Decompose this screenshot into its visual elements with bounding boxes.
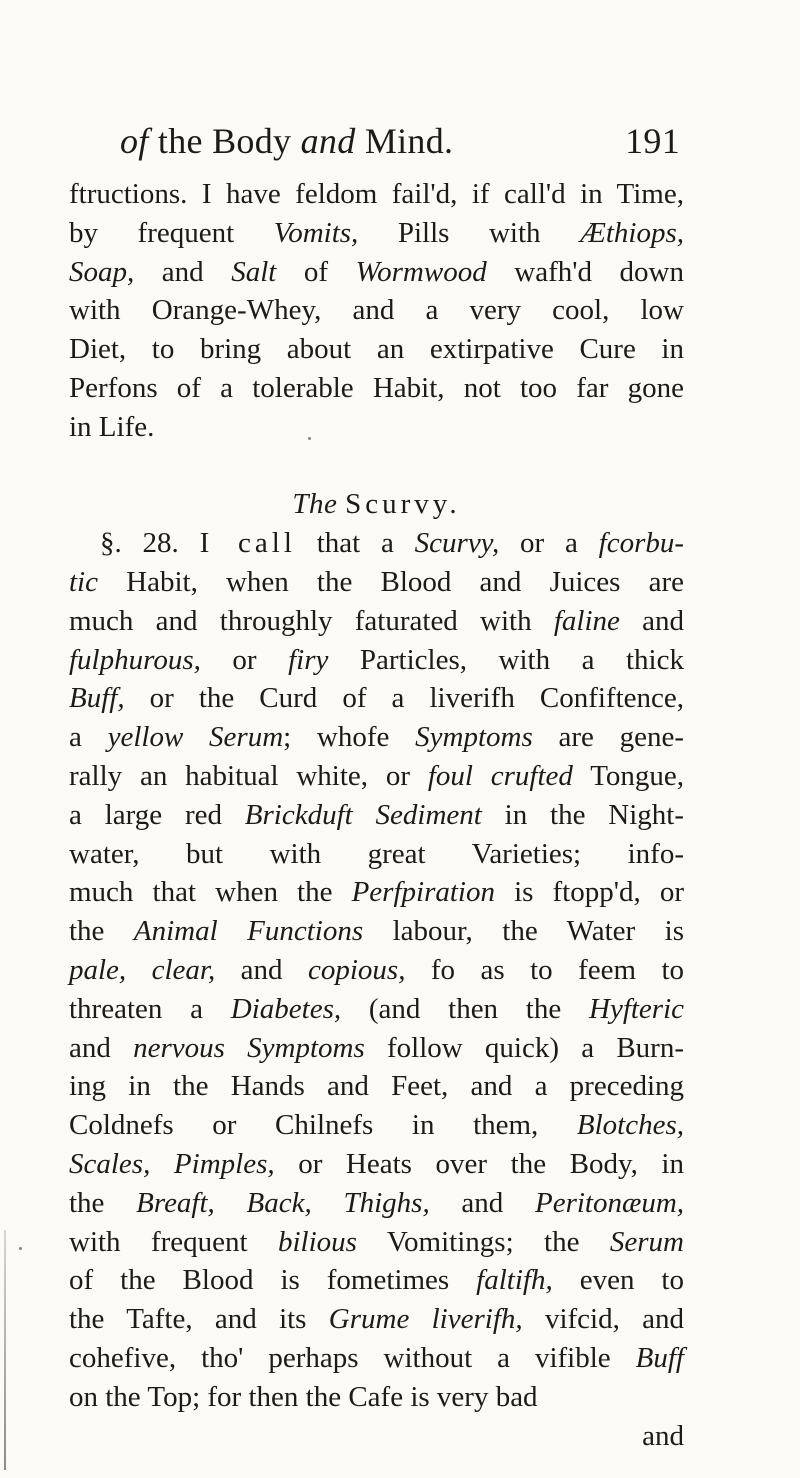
text-run: fulphurous,: [69, 643, 201, 676]
text-run: by frequent: [69, 216, 274, 249]
text-line: [69, 330, 684, 369]
text-run: [337, 488, 345, 520]
text-run: Wormwood: [355, 255, 487, 288]
text-run: §. 28.: [100, 527, 200, 560]
text-run: [150, 1148, 174, 1180]
text-run: and: [69, 1031, 134, 1064]
text-run: Buff: [635, 1341, 684, 1374]
catchword: and: [642, 1419, 684, 1452]
text-run: Perfons of a tolerable Habit, not too far gone: [69, 371, 684, 404]
text-run: cohefive, tho' perhaps without a vifible: [69, 1341, 636, 1374]
text-run: vifcid, and: [522, 1303, 685, 1336]
text-line: [69, 214, 684, 253]
text-line: [69, 679, 684, 718]
text-line: [69, 951, 684, 990]
text-line: [69, 835, 684, 874]
text-run: Back,: [246, 1186, 312, 1219]
text-run: Animal Functions: [133, 915, 364, 948]
text-line: [69, 1339, 684, 1378]
text-run: even to: [552, 1264, 684, 1297]
text-run: or: [200, 643, 289, 676]
text-line: [69, 757, 684, 796]
text-run: with Orange-Whey, and a very cool, low: [69, 294, 684, 327]
text-run: water, but with great Varieties; info-: [69, 837, 684, 870]
text-run: pale,: [69, 953, 127, 986]
text-run: Scurvy,: [414, 527, 500, 560]
text-run: the Tafte, and its: [69, 1303, 329, 1336]
running-title-body: Body: [212, 121, 292, 161]
paper-speck: [308, 437, 311, 440]
text-run: Serum: [609, 1225, 684, 1258]
text-run: Tongue,: [572, 759, 685, 792]
text-run: Æthiops,: [580, 216, 684, 249]
running-title-the-space: the: [148, 121, 213, 161]
text-run: and: [429, 1186, 535, 1219]
text-run: or Heats over the Body, in: [274, 1147, 684, 1180]
running-title: [120, 120, 453, 162]
text-line: [69, 1378, 684, 1417]
paper-speck: [19, 1247, 22, 1250]
text-run: Coldnefs or Chilnefs in them,: [69, 1109, 577, 1142]
text-run: Thighs,: [343, 1186, 430, 1219]
text-run: on the Top; for then the Cafe is very bad: [69, 1380, 538, 1413]
text-run: [215, 1187, 247, 1219]
text-run: [312, 1187, 344, 1219]
text-run: faltifh,: [476, 1264, 553, 1297]
text-run: fcorbu-: [598, 527, 685, 560]
text-run: a large red: [69, 798, 245, 831]
text-run: firy: [288, 643, 329, 676]
text-run: Vomits,: [273, 216, 359, 249]
text-run: in Life.: [69, 410, 155, 443]
text-run: Brickduft Sediment: [244, 798, 482, 831]
text-run: faline: [553, 604, 620, 637]
text-run: (and then the: [341, 992, 589, 1025]
text-run: Diet, to bring about an extirpative Cure in: [69, 333, 684, 366]
text-run: Perfpiration: [351, 876, 495, 909]
page-edge-shadow: [4, 1230, 6, 1470]
text-run: [126, 954, 151, 986]
catchword-line: [69, 1417, 684, 1456]
text-run: Pimples,: [173, 1147, 275, 1180]
running-title-of: of: [120, 121, 149, 161]
text-line: [69, 291, 684, 330]
text-run: ftructions. I have feldom fail'd, if call'd in Time,: [69, 178, 684, 210]
text-line: [69, 1106, 684, 1145]
text-run: the: [69, 1186, 137, 1219]
text-line: [69, 990, 684, 1029]
text-run: Breaft,: [136, 1186, 215, 1219]
text-run: copious,: [308, 953, 406, 986]
text-line: [69, 1067, 684, 1106]
text-run: fo as to feem to: [405, 953, 685, 986]
text-run: Scurvy.: [345, 488, 461, 521]
text-run: threaten a: [69, 992, 231, 1025]
running-title-mind: Mind.: [364, 121, 454, 161]
page-number: 191: [625, 121, 680, 161]
text-run: bilious: [278, 1225, 357, 1258]
text-line: [69, 796, 684, 835]
text-run: Salt: [231, 255, 277, 288]
running-title-and: and: [291, 121, 365, 161]
text-line: [69, 563, 684, 602]
text-run: of the Blood is fometimes: [69, 1264, 477, 1297]
text-run: a: [69, 721, 108, 754]
text-run: are gene-: [532, 721, 684, 754]
text-line: [69, 1300, 684, 1339]
text-run: and: [134, 255, 232, 288]
text-run: or a: [499, 527, 599, 560]
text-run: Symptoms: [415, 721, 533, 754]
text-run: wafh'd down: [486, 255, 684, 288]
text-line: [69, 369, 684, 408]
text-run: Diabetes,: [230, 992, 342, 1025]
text-run: is ftopp'd, or: [494, 876, 684, 909]
text-run: labour, the Water is: [363, 915, 684, 948]
running-header: [120, 120, 680, 172]
text-run: clear,: [151, 953, 216, 986]
text-run: follow quick) a Burn-: [364, 1031, 685, 1064]
text-line: [69, 1145, 684, 1184]
text-run: and: [619, 604, 684, 637]
text-run: or the Curd of a liverifh Confiftence,: [124, 682, 684, 715]
text-run: Blotches,: [576, 1109, 684, 1142]
text-run: I call: [199, 527, 296, 560]
text-run: with frequent: [69, 1225, 278, 1258]
text-line: [69, 253, 684, 292]
text-line: [69, 1184, 684, 1223]
text-run: Peritonæum,: [535, 1186, 685, 1219]
text-run: Pills with: [358, 216, 581, 249]
text-run: and: [215, 953, 308, 986]
text-line: [69, 1223, 684, 1262]
text-line: [69, 1029, 684, 1068]
text-run: Buff,: [69, 682, 125, 715]
text-run: much that when the: [69, 876, 352, 909]
text-run: foul crufted: [427, 759, 573, 792]
text-run: Grume liverifh,: [328, 1303, 523, 1336]
text-line: [69, 602, 684, 641]
text-run: rally an habitual white, or: [69, 759, 428, 792]
text-run: of: [276, 255, 356, 288]
text-run: that a: [295, 527, 415, 560]
text-run: ; whofe: [283, 721, 416, 754]
text-line: [69, 873, 684, 912]
text-line: [69, 524, 684, 563]
text-line: [69, 1261, 684, 1300]
text-run: Particles, with a thick: [328, 643, 684, 676]
text-run: tic: [69, 565, 98, 598]
text-run: ing in the Hands and Feet, and a preceding: [69, 1070, 684, 1103]
text-run: Soap,: [69, 255, 135, 288]
body-text: [69, 175, 684, 1455]
text-run: the: [69, 915, 134, 948]
text-line: [69, 175, 684, 214]
text-run: Hyfteric: [589, 992, 685, 1025]
blank-line: [69, 447, 684, 486]
text-run: much and throughly faturated with: [69, 604, 554, 637]
text-run: Scales,: [69, 1147, 151, 1180]
text-run: Vomitings; the: [356, 1225, 610, 1258]
text-line: [69, 641, 684, 680]
text-line: [69, 408, 684, 447]
text-run: nervous Symptoms: [133, 1031, 365, 1064]
text-run: in the Night-: [481, 798, 685, 831]
text-run: The: [292, 488, 338, 521]
text-line: [69, 912, 684, 951]
text-line: [69, 718, 684, 757]
section-heading: [69, 485, 684, 524]
text-run: Habit, when the Blood and Juices are: [98, 565, 684, 598]
text-run: yellow Serum: [107, 721, 284, 754]
